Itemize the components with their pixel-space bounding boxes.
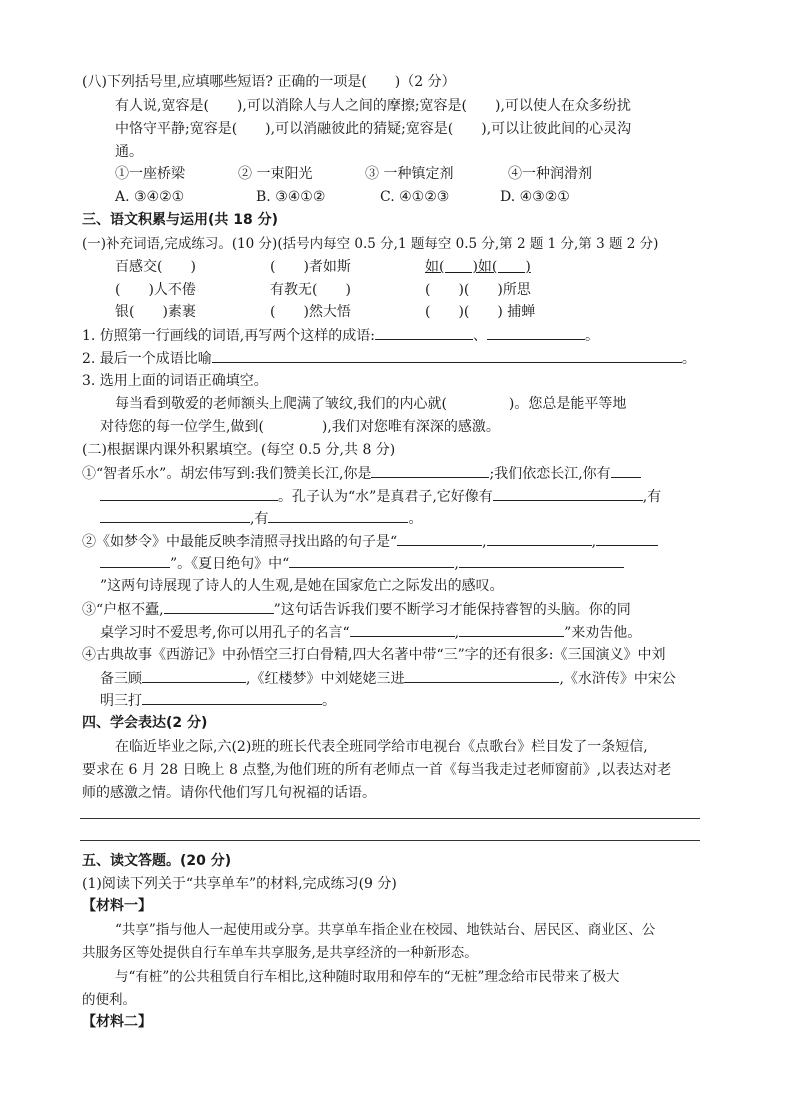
material-1-p4: 的便利。 [82, 992, 136, 1008]
item1-line1 [82, 463, 641, 484]
item4-text-d: ,《水浒传》中宋公 [559, 671, 676, 687]
sec8-choice-b: B. ③④①② [256, 189, 326, 205]
item3-text-d: ”来劝告他。 [564, 625, 642, 641]
q3-text-3: 对待您的每一位学生,做到( [100, 419, 264, 435]
idiom-r1c1: 百感交( ) [115, 259, 196, 275]
sec3-sub2: (二)根据课内课外积累填空。(每空 0.5 分,共 8 分) [82, 442, 396, 458]
q1-answer-blank-2[interactable] [487, 325, 585, 340]
item2-comma-2: , [591, 534, 597, 550]
item1-line2 [100, 486, 661, 507]
sec3-q1-text: 1. 仿照第一行画线的词语,再写两个这样的成语: [82, 328, 375, 344]
item1-blank-2a[interactable] [611, 463, 641, 478]
item1-blank-1[interactable] [371, 463, 489, 478]
item2-line2 [100, 553, 624, 574]
item1-text-b: ;我们依恋长江,你有 [489, 466, 611, 482]
sec4-p2: 要求在 6 月 28 日晚上 8 点整,为他们班的所有老师点一首《每当我走过老师窗前》,以表达对老 [82, 762, 672, 778]
item3-text-b: ”这句话告诉我们要不断学习才能保持睿智的头脑。你的同 [273, 602, 631, 618]
item1-text-c: 。孔子认为“水”是真君子,它好像有 [278, 489, 493, 505]
item1-line3 [100, 508, 422, 529]
idiom-r2c3: ( )( )所思 [425, 282, 531, 298]
material-1-p3: 与“有桩”的公共租赁自行车相比,这种随时取用和停车的“无桩”理念给市民带来了极大 [115, 969, 620, 985]
sec4-answer-line-2[interactable] [80, 840, 700, 841]
sec3-q3: 3. 选用上面的词语正确填空。 [82, 373, 268, 389]
item4-line2 [100, 668, 676, 689]
item1-text-d: ,有 [642, 489, 662, 505]
item3-line1 [82, 599, 631, 620]
item2-blank-3b[interactable] [100, 553, 170, 568]
item2-blank-1[interactable] [397, 531, 482, 546]
item3-comma: , [454, 625, 460, 641]
sec8-choice-d: D. ④③②① [500, 189, 570, 205]
item4-line3 [100, 690, 336, 711]
material-1-p1: “共享”指与他人一起使用或分享。共享单车指企业在校园、地铁站台、居民区、商业区、公 [115, 922, 656, 938]
item4-blank-2[interactable] [404, 668, 559, 683]
item1-text-f: 。 [408, 511, 423, 527]
item3-text-a: ③“户枢不蠹, [82, 602, 164, 618]
q3-text-1: 每当看到敬爱的老师额头上爬满了皱纹,我们的内心就( [115, 396, 447, 412]
item4-text-b: 备三顾 [100, 671, 142, 687]
sec8-choice-c: C. ④①②③ [380, 189, 450, 205]
sec4-p1: 在临近毕业之际,六(2)班的班长代表全班同学给市电视台《点歌台》栏目发了一条短信, [115, 739, 648, 755]
sec3-q2-text: 2. 最后一个成语比喻 [82, 351, 212, 367]
sec8-option-1: ①一座桥梁 [115, 166, 185, 182]
sec8-option-4: ④一种润滑剂 [508, 166, 592, 182]
item2-line3: ”这两句诗展现了诗人的人生观,是她在国家危亡之际发出的感叹。 [100, 578, 504, 594]
sec3-q1 [82, 325, 599, 346]
sec3-sub1: (一)补充词语,完成练习。(10 分)(括号内每空 0.5 分,1 题每空 0.5 分,第 2 题 1 分,第 3 题 2 分) [82, 236, 659, 252]
idiom-r2c1: ( )人不倦 [115, 282, 196, 298]
item2-blank-4[interactable] [289, 553, 454, 568]
item3-blank-1[interactable] [164, 599, 274, 614]
q3-text-4: ),我们对您唯有深深的感激。 [321, 419, 500, 435]
q3-text-2: )。您总是能平等地 [508, 396, 627, 412]
sec8-passage-line2: 中恪守平静;宽容是( ),可以消融彼此的猜疑;宽容是( ),可以让彼此间的心灵沟 [115, 121, 632, 137]
item2-blank-2[interactable] [487, 531, 592, 546]
sec8-option-2: ② 一束阳光 [238, 166, 313, 182]
item4-text-c: ,《红楼梦》中刘姥姥三进 [246, 671, 405, 687]
item4-line1: ④古典故事《西游记》中孙悟空三打白骨精,四大名著中带“三”字的还有很多:《三国演义》中刘 [82, 647, 666, 663]
q1-end: 。 [584, 328, 599, 344]
item1-blank-4[interactable] [100, 508, 250, 523]
q2-end: 。 [681, 351, 696, 367]
item1-blank-5[interactable] [268, 508, 408, 523]
idiom-r3c3: ( )( ) 捕蝉 [425, 304, 536, 320]
sec4-answer-line-1[interactable] [80, 818, 700, 819]
sec4-p3: 师的感激之情。请你代他们写几句祝福的话语。 [82, 785, 376, 801]
item4-blank-3[interactable] [142, 690, 322, 705]
sec8-choice-a: A. ③④②① [115, 189, 185, 205]
sec8-question: (八)下列括号里,应填哪些短语? 正确的一项是( )（2 分） [82, 74, 456, 90]
item2-blank-5[interactable] [459, 553, 624, 568]
item3-blank-3[interactable] [459, 622, 564, 637]
item3-text-c: 桌学习时不爱思考,你可以用孔子的名言“ [100, 625, 350, 641]
idiom-r2c2: 有教无( ) [270, 282, 351, 298]
sec4-heading: 四、学会表达(2 分) [82, 715, 208, 731]
item1-text-a: ①“智者乐水”。胡宏伟写到:我们赞美长江,你是 [82, 466, 372, 482]
item4-text-f: 。 [322, 693, 336, 709]
material-1-label: 【材料一】 [82, 898, 152, 914]
q1-answer-blank-1[interactable] [375, 325, 473, 340]
item2-blank-3a[interactable] [596, 531, 658, 546]
q1-separator: 、 [472, 328, 487, 344]
sec8-passage-line1: 有人说,宽容是( ),可以消除人与人之间的摩擦;宽容是( ),可以使人在众多纷扰 [115, 98, 631, 114]
material-1-p2: 共服务区等处提供自行车单车共享服务,是共享经济的一种新形态。 [82, 945, 478, 961]
idiom-r3c2: ( )然大悟 [270, 304, 351, 320]
item1-blank-2b[interactable] [100, 486, 278, 501]
sec3-q3-line2 [100, 417, 500, 437]
item2-text-b: ”。《夏日绝句》中“ [170, 556, 290, 572]
item1-blank-3[interactable] [493, 486, 643, 501]
item2-comma-3: , [454, 556, 459, 572]
sec3-q2 [82, 348, 696, 369]
material-2-label: 【材料二】 [82, 1014, 152, 1030]
item4-blank-1[interactable] [142, 668, 246, 683]
item2-line1 [82, 531, 658, 552]
item3-blank-2[interactable] [350, 622, 455, 637]
idiom-r1c3: 如( )如( ) [425, 259, 531, 275]
sec8-passage-line3: 通。 [115, 144, 143, 160]
q2-answer-blank[interactable] [212, 348, 682, 363]
item2-text-a: ②《如梦令》中最能反映李清照寻找出路的句子是“ [82, 534, 398, 550]
item3-line2 [100, 622, 641, 643]
item2-comma-1: , [482, 534, 487, 550]
item4-text-e: 明三打 [100, 693, 142, 709]
idiom-r3c1: 银( )素裹 [115, 304, 196, 320]
sec3-heading: 三、语文积累与运用(共 18 分) [82, 212, 279, 228]
sec5-sub1: (1)阅读下列关于“共享单车”的材料,完成练习(9 分) [82, 876, 397, 892]
sec8-option-3: ③ 一种镇定剂 [365, 166, 454, 182]
sec3-q3-line1 [115, 394, 626, 414]
item1-text-e: ,有 [250, 511, 269, 527]
idiom-r1c2: ( )者如斯 [270, 259, 351, 275]
sec5-heading: 五、读文答题。(20 分) [82, 853, 232, 869]
